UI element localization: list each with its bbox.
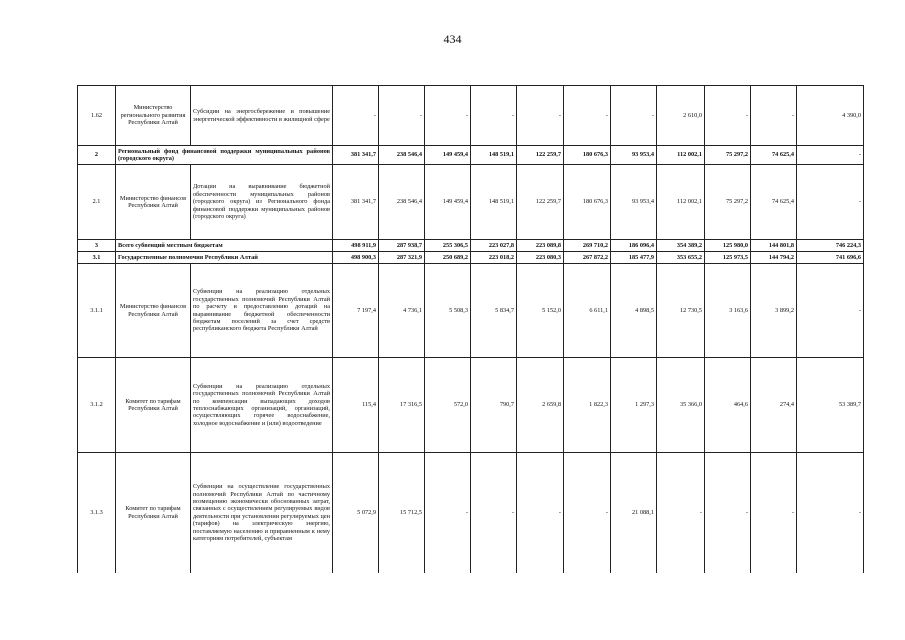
org-cell: Министерство регионального развития Республики Алтай: [116, 86, 191, 146]
value-cell: 269 710,2: [564, 240, 611, 252]
value-cell: 15 712,5: [379, 453, 425, 573]
value-cell: 238 546,4: [379, 165, 425, 240]
value-cell: 498 900,3: [333, 252, 379, 264]
value-cell: 1 822,3: [564, 358, 611, 453]
value-cell: -: [797, 146, 864, 165]
value-cell: 741 696,6: [797, 252, 864, 264]
value-cell: 75 297,2: [705, 165, 751, 240]
value-cell: 746 224,3: [797, 240, 864, 252]
value-cell: 112 002,1: [657, 165, 705, 240]
table-row: [78, 264, 864, 358]
table-row: [78, 358, 864, 453]
value-cell: 353 655,2: [657, 252, 705, 264]
value-cell: 125 973,5: [705, 252, 751, 264]
value-cell: 4 898,5: [611, 264, 657, 358]
row-number: 2: [78, 146, 116, 165]
row-number: 3.1.2: [78, 358, 116, 453]
row-number: 2.1: [78, 165, 116, 240]
value-cell: 5 508,3: [425, 264, 471, 358]
table-row: [78, 240, 864, 252]
value-cell: 21 088,1: [611, 453, 657, 573]
value-cell: -: [705, 453, 751, 573]
value-cell: 4 736,1: [379, 264, 425, 358]
table-row: [78, 86, 864, 146]
table-row: [78, 453, 864, 573]
table-row: [78, 146, 864, 165]
value-cell: 148 519,1: [471, 146, 517, 165]
section-title: Всего субвенций местным бюджетам: [116, 240, 333, 252]
value-cell: 274,4: [751, 358, 797, 453]
row-number: 3.1: [78, 252, 116, 264]
value-cell: 572,0: [425, 358, 471, 453]
value-cell: 149 459,4: [425, 146, 471, 165]
value-cell: 75 297,2: [705, 146, 751, 165]
value-cell: 4 390,0: [797, 86, 864, 146]
value-cell: -: [517, 86, 564, 146]
value-cell: 223 027,8: [471, 240, 517, 252]
row-number: 1.62: [78, 86, 116, 146]
value-cell: 267 872,2: [564, 252, 611, 264]
value-cell: 3 163,6: [705, 264, 751, 358]
value-cell: 238 546,4: [379, 146, 425, 165]
value-cell: 93 953,4: [611, 146, 657, 165]
org-cell: Комитет по тарифам Республики Алтай: [116, 358, 191, 453]
value-cell: 148 519,1: [471, 165, 517, 240]
value-cell: 180 676,3: [564, 165, 611, 240]
value-cell: 186 096,4: [611, 240, 657, 252]
value-cell: -: [333, 86, 379, 146]
value-cell: 5 152,0: [517, 264, 564, 358]
value-cell: 790,7: [471, 358, 517, 453]
value-cell: 7 197,4: [333, 264, 379, 358]
value-cell: 93 953,4: [611, 165, 657, 240]
value-cell: 74 625,4: [751, 165, 797, 240]
value-cell: -: [611, 86, 657, 146]
description-cell: Субвенции на реализацию отдельных государственных полномочий Республики Алтай по компенсации выпадающих доходов теплоснабжающих организаций, организаций, осуществляющих горячее водоснабжение, холодное водоснабжение и (или) водоотведение: [191, 358, 333, 453]
value-cell: 5 834,7: [471, 264, 517, 358]
table-row: [78, 252, 864, 264]
org-cell: Комитет по тарифам Республики Алтай: [116, 453, 191, 573]
value-cell: -: [564, 453, 611, 573]
value-cell: -: [797, 264, 864, 358]
value-cell: -: [797, 453, 864, 573]
value-cell: 53 389,7: [797, 358, 864, 453]
value-cell: 17 316,5: [379, 358, 425, 453]
value-cell: 180 676,3: [564, 146, 611, 165]
value-cell: 6 611,1: [564, 264, 611, 358]
value-cell: -: [657, 453, 705, 573]
value-cell: 112 002,1: [657, 146, 705, 165]
org-cell: Министерство финансов Республики Алтай: [116, 264, 191, 358]
value-cell: -: [564, 86, 611, 146]
value-cell: 223 089,8: [517, 240, 564, 252]
value-cell: 381 341,7: [333, 165, 379, 240]
value-cell: 125 980,0: [705, 240, 751, 252]
section-title: Региональный фонд финансовой поддержки муниципальных районов (городского округа): [116, 146, 333, 165]
value-cell: 149 459,4: [425, 165, 471, 240]
value-cell: -: [471, 453, 517, 573]
value-cell: 74 625,4: [751, 146, 797, 165]
page-number: 434: [443, 32, 462, 46]
value-cell: -: [425, 86, 471, 146]
value-cell: -: [425, 453, 471, 573]
value-cell: -: [517, 453, 564, 573]
value-cell: 115,4: [333, 358, 379, 453]
value-cell: 287 321,9: [379, 252, 425, 264]
value-cell: 223 080,3: [517, 252, 564, 264]
description-cell: Субвенции на осуществление государственных полномочий Республики Алтай по частичному возмещению экономически обоснованных затрат, связанных с осуществлением регулируемых видов деятельности при установлении регулируемых цен (тарифов) на электрическую энергию, поставляемую населению и приравненным к нему категориям потребителей, субъектам: [191, 453, 333, 573]
value-cell: 250 689,2: [425, 252, 471, 264]
row-number: 3.1.1: [78, 264, 116, 358]
org-cell: Министерство финансов Республики Алтай: [116, 165, 191, 240]
value-cell: 287 938,7: [379, 240, 425, 252]
value-cell: 144 794,2: [751, 252, 797, 264]
value-cell: -: [705, 86, 751, 146]
value-cell: 1 297,3: [611, 358, 657, 453]
value-cell: -: [379, 86, 425, 146]
value-cell: 12 730,5: [657, 264, 705, 358]
value-cell: 144 801,8: [751, 240, 797, 252]
description-cell: Субсидии на энергосбережение и повышение энергетической эффективности в жилищной сфере: [191, 86, 333, 146]
value-cell: -: [751, 86, 797, 146]
value-cell: 354 389,2: [657, 240, 705, 252]
section-title: Государственные полномочия Республики Алтай: [116, 252, 333, 264]
value-cell: 5 072,9: [333, 453, 379, 573]
description-cell: Субвенции на реализацию отдельных государственных полномочий Республики Алтай по расчету и предоставлению дотаций на выравнивание бюджетной обеспеченности бюджетам поселений за счет средств республиканского бюджета Республики Алтай: [191, 264, 333, 358]
value-cell: 3 899,2: [751, 264, 797, 358]
value-cell: 381 341,7: [333, 146, 379, 165]
table-row: [78, 165, 864, 240]
value-cell: 185 477,9: [611, 252, 657, 264]
value-cell: 498 911,9: [333, 240, 379, 252]
value-cell: 122 259,7: [517, 165, 564, 240]
value-cell: 255 306,5: [425, 240, 471, 252]
value-cell: -: [471, 86, 517, 146]
value-cell: 35 366,0: [657, 358, 705, 453]
row-number: 3: [78, 240, 116, 252]
value-cell: 223 018,2: [471, 252, 517, 264]
value-cell: 122 259,7: [517, 146, 564, 165]
value-cell: -: [751, 453, 797, 573]
row-number: 3.1.3: [78, 453, 116, 573]
value-cell: 2 610,0: [657, 86, 705, 146]
value-cell: -: [797, 165, 864, 240]
value-cell: 2 659,8: [517, 358, 564, 453]
budget-table: [77, 85, 864, 573]
description-cell: Дотации на выравнивание бюджетной обеспеченности муниципальных районов (городского округа) из Регионального фонда финансовой поддержки муниципальных районов (городского округа): [191, 165, 333, 240]
value-cell: 464,6: [705, 358, 751, 453]
